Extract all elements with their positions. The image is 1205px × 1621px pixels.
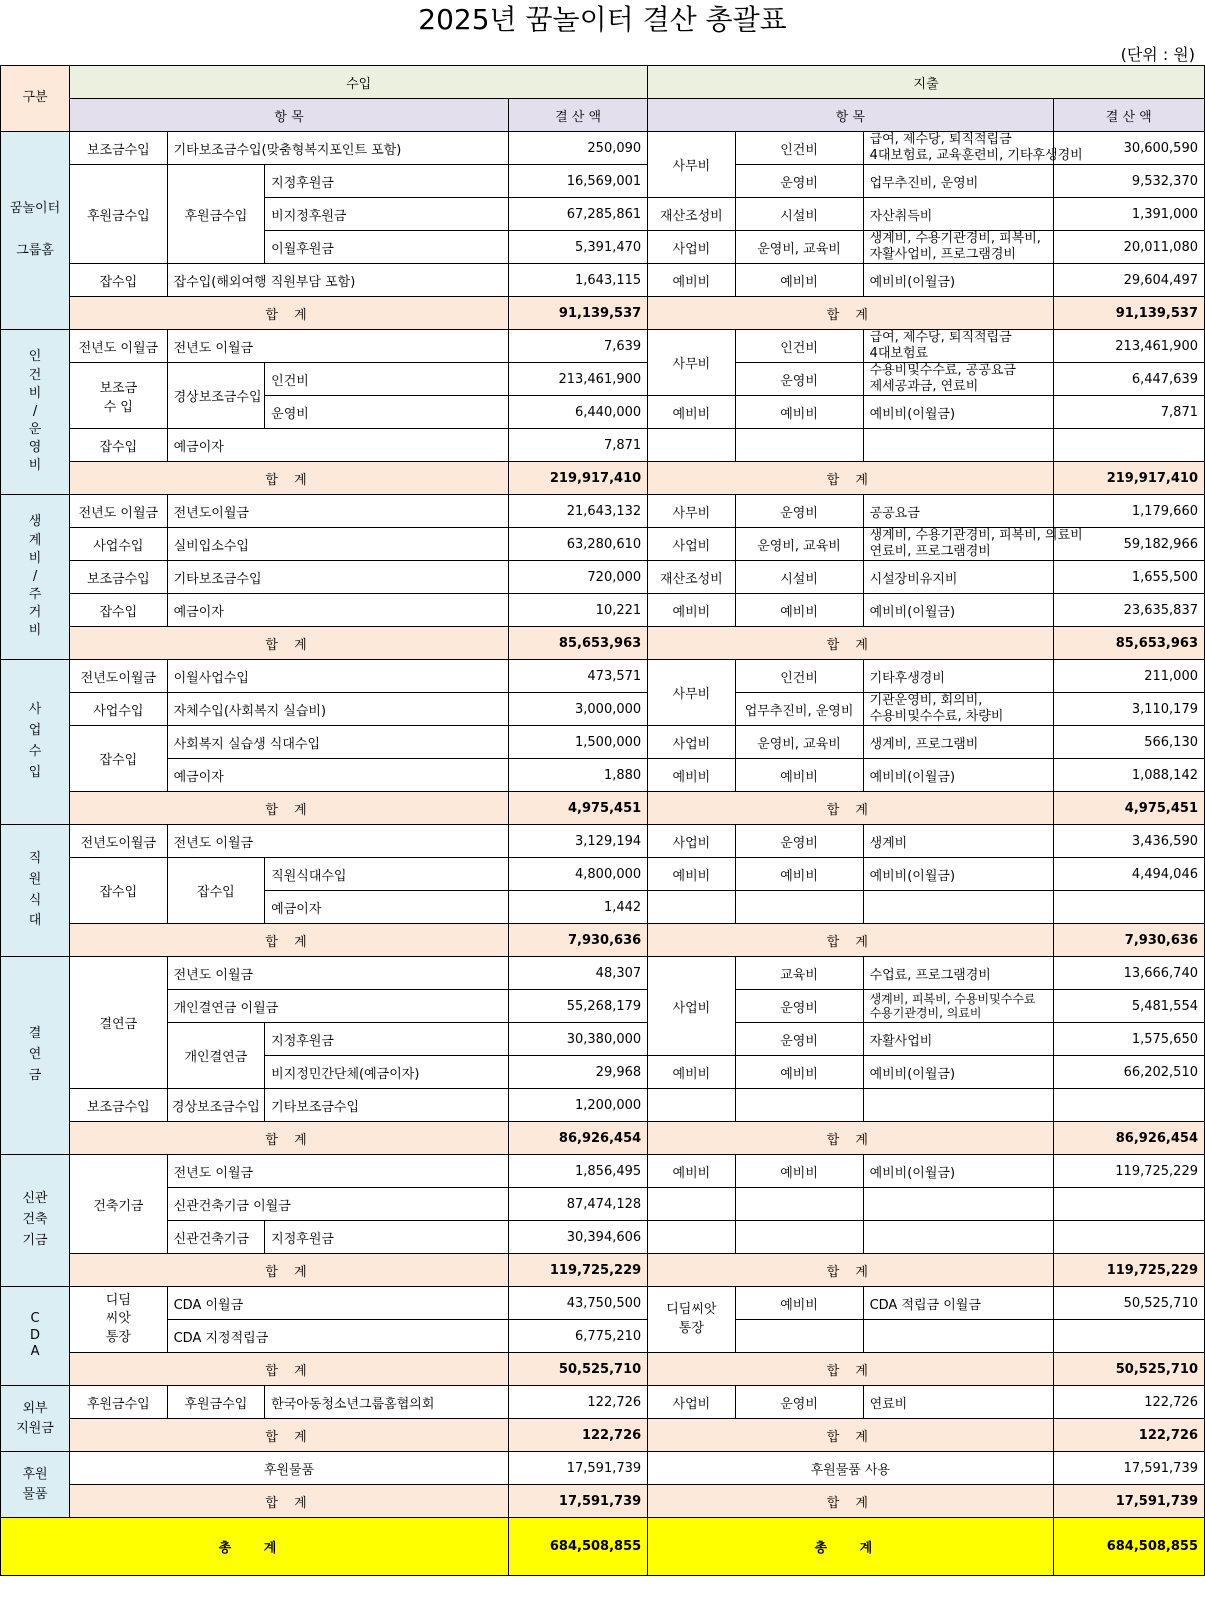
empty-cell bbox=[735, 1221, 863, 1254]
income-sum: 122,726 bbox=[508, 1419, 647, 1452]
expense-subcategory: 운영비 bbox=[735, 363, 863, 396]
expense-subcategory: 예비비 bbox=[735, 1287, 863, 1320]
income-item: CDA 지정적립금 bbox=[167, 1320, 508, 1353]
income-amount: 1,442 bbox=[508, 891, 647, 924]
expense-subcategory: 예비비 bbox=[735, 264, 863, 297]
income-sum-label: 합 계 bbox=[70, 1353, 509, 1386]
income-item: 비지정후원금 bbox=[265, 198, 509, 231]
expense-category: 사무비 bbox=[648, 660, 735, 726]
expense-amount: 5,481,554 bbox=[1053, 990, 1204, 1023]
income-amount: 122,726 bbox=[508, 1386, 647, 1419]
expense-subcategory: 운영비 bbox=[735, 165, 863, 198]
income-subcategory: 경상보조금수입 bbox=[167, 1089, 265, 1122]
group-label: 직 원 식 대 bbox=[1, 825, 70, 957]
income-amount: 6,440,000 bbox=[508, 396, 647, 429]
income-subcategory: 개인결연금 bbox=[167, 1023, 265, 1089]
empty-cell bbox=[648, 1188, 735, 1221]
expense-sum: 4,975,451 bbox=[1053, 792, 1204, 825]
expense-sum-label: 합 계 bbox=[648, 1353, 1053, 1386]
expense-subcategory: 인건비 bbox=[735, 132, 863, 165]
grand-total-expense: 684,508,855 bbox=[1053, 1518, 1204, 1576]
income-category: 전년도 이월금 bbox=[70, 330, 168, 363]
income-subcategory: 경상보조금수입 bbox=[167, 363, 265, 429]
income-item: 운영비 bbox=[265, 396, 509, 429]
expense-sum-label: 합 계 bbox=[648, 1122, 1053, 1155]
empty-cell bbox=[1053, 1221, 1204, 1254]
income-sum: 85,653,963 bbox=[508, 627, 647, 660]
income-item: 예금이자 bbox=[265, 891, 509, 924]
expense-subcategory: 운영비 bbox=[735, 1023, 863, 1056]
income-sum: 50,525,710 bbox=[508, 1353, 647, 1386]
income-item: 예금이자 bbox=[167, 759, 508, 792]
income-amount: 1,643,115 bbox=[508, 264, 647, 297]
empty-cell bbox=[1053, 1188, 1204, 1221]
expense-sum: 17,591,739 bbox=[1053, 1485, 1204, 1518]
expense-category: 예비비 bbox=[648, 1056, 735, 1089]
expense-category: 예비비 bbox=[648, 858, 735, 891]
empty-cell bbox=[648, 429, 735, 462]
income-sum-label: 합 계 bbox=[70, 1485, 509, 1518]
expense-subcategory: 업무추진비, 운영비 bbox=[735, 693, 863, 726]
income-item: 기타보조금수입(맞춤형복지포인트 포함) bbox=[167, 132, 508, 165]
expense-amount: 213,461,900 bbox=[1053, 330, 1204, 363]
income-category: 잡수입 bbox=[70, 429, 168, 462]
income-item: 직원식대수입 bbox=[265, 858, 509, 891]
income-sum: 17,591,739 bbox=[508, 1485, 647, 1518]
expense-detail: 연료비 bbox=[863, 1386, 1053, 1419]
expense-sum-label: 합 계 bbox=[648, 924, 1053, 957]
expense-subcategory: 예비비 bbox=[735, 396, 863, 429]
empty-cell bbox=[863, 891, 1053, 924]
expense-subcategory: 예비비 bbox=[735, 594, 863, 627]
income-item: 전년도이월금 bbox=[167, 495, 508, 528]
expense-category: 예비비 bbox=[648, 759, 735, 792]
expense-category: 사무비 bbox=[648, 495, 735, 528]
expense-subcategory: 예비비 bbox=[735, 1155, 863, 1188]
expense-detail: 생계비, 수용기관경비, 피복비, 자활사업비, 프로그램경비 bbox=[863, 231, 1053, 264]
income-amount: 250,090 bbox=[508, 132, 647, 165]
empty-cell bbox=[863, 1320, 1053, 1353]
empty-cell bbox=[735, 429, 863, 462]
income-amount: 16,569,001 bbox=[508, 165, 647, 198]
expense-subcategory: 예비비 bbox=[735, 1056, 863, 1089]
income-amount: 6,775,210 bbox=[508, 1320, 647, 1353]
expense-category: 사업비 bbox=[648, 726, 735, 759]
income-item-header: 항 목 bbox=[70, 99, 509, 132]
income-amount: 1,856,495 bbox=[508, 1155, 647, 1188]
expense-item: 후원물품 사용 bbox=[648, 1452, 1053, 1485]
expense-detail: 예비비(이월금) bbox=[863, 396, 1053, 429]
income-item: 잡수입(해외여행 직원부담 포함) bbox=[167, 264, 508, 297]
expense-amount: 20,011,080 bbox=[1053, 231, 1204, 264]
empty-cell bbox=[648, 891, 735, 924]
income-category: 잡수입 bbox=[70, 858, 168, 924]
income-category: 사업수입 bbox=[70, 528, 168, 561]
empty-cell bbox=[1053, 1089, 1204, 1122]
expense-subcategory: 운영비, 교육비 bbox=[735, 231, 863, 264]
expense-subcategory: 운영비 bbox=[735, 825, 863, 858]
expense-sum-label: 합 계 bbox=[648, 1419, 1053, 1452]
expense-detail: 예비비(이월금) bbox=[863, 264, 1053, 297]
expense-amount: 566,130 bbox=[1053, 726, 1204, 759]
expense-category: 사무비 bbox=[648, 330, 735, 396]
income-item: 후원물품 bbox=[70, 1452, 509, 1485]
empty-cell bbox=[1053, 891, 1204, 924]
expense-detail: 예비비(이월금) bbox=[863, 594, 1053, 627]
group-label: 외부 지원금 bbox=[1, 1386, 70, 1452]
empty-cell bbox=[735, 1320, 863, 1353]
income-amount: 213,461,900 bbox=[508, 363, 647, 396]
expense-category: 예비비 bbox=[648, 264, 735, 297]
income-category: 보조금수입 bbox=[70, 561, 168, 594]
expense-category: 사업비 bbox=[648, 825, 735, 858]
expense-amount: 1,391,000 bbox=[1053, 198, 1204, 231]
expense-amount: 3,436,590 bbox=[1053, 825, 1204, 858]
expense-amount: 1,655,500 bbox=[1053, 561, 1204, 594]
income-amount: 5,391,470 bbox=[508, 231, 647, 264]
group-label: 후원 물품 bbox=[1, 1452, 70, 1518]
income-amount: 4,800,000 bbox=[508, 858, 647, 891]
income-amount: 10,221 bbox=[508, 594, 647, 627]
income-amount: 48,307 bbox=[508, 957, 647, 990]
expense-detail: 생계비, 수용기관경비, 피복비, 의료비 연료비, 프로그램경비 bbox=[863, 528, 1053, 561]
income-item: 예금이자 bbox=[167, 594, 508, 627]
income-sum: 7,930,636 bbox=[508, 924, 647, 957]
income-item: 전년도 이월금 bbox=[167, 957, 508, 990]
income-sum: 119,725,229 bbox=[508, 1254, 647, 1287]
expense-detail: 예비비(이월금) bbox=[863, 858, 1053, 891]
expense-category: 재산조성비 bbox=[648, 198, 735, 231]
income-amount: 43,750,500 bbox=[508, 1287, 647, 1320]
settlement-table bbox=[0, 65, 1205, 1576]
expense-detail: 생계비 bbox=[863, 825, 1053, 858]
expense-detail: 급여, 제수당, 퇴직적립금 4대보험료 bbox=[863, 330, 1053, 363]
empty-cell bbox=[735, 891, 863, 924]
income-amount: 17,591,739 bbox=[508, 1452, 647, 1485]
expense-detail: 기관운영비, 회의비, 수용비및수수료, 차량비 bbox=[863, 693, 1053, 726]
expense-detail: 생계비, 피복비, 수용비및수수료 수용기관경비, 의료비 bbox=[863, 990, 1053, 1023]
expense-sum-label: 합 계 bbox=[648, 627, 1053, 660]
income-item: 사회복지 실습생 식대수입 bbox=[167, 726, 508, 759]
expense-sum: 91,139,537 bbox=[1053, 297, 1204, 330]
income-amount: 87,474,128 bbox=[508, 1188, 647, 1221]
expense-category: 사업비 bbox=[648, 1386, 735, 1419]
income-item: 이월사업수입 bbox=[167, 660, 508, 693]
expense-subcategory: 예비비 bbox=[735, 858, 863, 891]
income-category: 보조금수입 bbox=[70, 132, 168, 165]
expense-category: 재산조성비 bbox=[648, 561, 735, 594]
expense-subcategory: 시설비 bbox=[735, 198, 863, 231]
income-category: 디딤 씨앗 통장 bbox=[70, 1287, 168, 1353]
expense-sum: 86,926,454 bbox=[1053, 1122, 1204, 1155]
income-category: 보조금 수 입 bbox=[70, 363, 168, 429]
expense-sum: 85,653,963 bbox=[1053, 627, 1204, 660]
income-subcategory: 신관건축기금 bbox=[167, 1221, 265, 1254]
income-sum-label: 합 계 bbox=[70, 1419, 509, 1452]
income-amount: 29,968 bbox=[508, 1056, 647, 1089]
income-category: 잡수입 bbox=[70, 726, 168, 792]
income-amount: 3,000,000 bbox=[508, 693, 647, 726]
expense-amount: 6,447,639 bbox=[1053, 363, 1204, 396]
empty-cell bbox=[1053, 429, 1204, 462]
expense-subcategory: 예비비 bbox=[735, 759, 863, 792]
income-amount: 1,200,000 bbox=[508, 1089, 647, 1122]
expense-amount: 9,532,370 bbox=[1053, 165, 1204, 198]
expense-amount-header: 결 산 액 bbox=[1053, 99, 1204, 132]
expense-amount: 1,179,660 bbox=[1053, 495, 1204, 528]
unit-label: (단위 : 원) bbox=[1120, 45, 1195, 64]
empty-cell bbox=[1053, 1320, 1204, 1353]
income-amount: 473,571 bbox=[508, 660, 647, 693]
expense-sum-label: 합 계 bbox=[648, 1254, 1053, 1287]
income-amount: 720,000 bbox=[508, 561, 647, 594]
expense-amount: 4,494,046 bbox=[1053, 858, 1204, 891]
income-item: 한국아동청소년그룹홈협의회 bbox=[265, 1386, 509, 1419]
income-category: 잡수입 bbox=[70, 264, 168, 297]
expense-sum-label: 합 계 bbox=[648, 792, 1053, 825]
income-subcategory: 후원금수입 bbox=[167, 165, 265, 264]
expense-amount: 59,182,966 bbox=[1053, 528, 1204, 561]
expense-amount: 50,525,710 bbox=[1053, 1287, 1204, 1320]
expense-detail: 생계비, 프로그램비 bbox=[863, 726, 1053, 759]
income-sum: 219,917,410 bbox=[508, 462, 647, 495]
income-item: 지정후원금 bbox=[265, 165, 509, 198]
expense-detail: 시설장비유지비 bbox=[863, 561, 1053, 594]
income-category: 후원금수입 bbox=[70, 1386, 168, 1419]
group-label: 인 건 비 / 운 영 비 bbox=[1, 330, 70, 495]
income-item: 전년도 이월금 bbox=[167, 1155, 508, 1188]
income-item: 예금이자 bbox=[167, 429, 508, 462]
group-label: 신관 건축 기금 bbox=[1, 1155, 70, 1287]
income-amount: 63,280,610 bbox=[508, 528, 647, 561]
expense-subcategory: 운영비 bbox=[735, 495, 863, 528]
expense-sum: 7,930,636 bbox=[1053, 924, 1204, 957]
income-subcategory: 후원금수입 bbox=[167, 1386, 265, 1419]
income-item: 이월후원금 bbox=[265, 231, 509, 264]
income-item: 기타보조금수입 bbox=[265, 1089, 509, 1122]
income-category: 사업수입 bbox=[70, 693, 168, 726]
income-amount: 1,500,000 bbox=[508, 726, 647, 759]
expense-amount: 30,600,590 bbox=[1053, 132, 1204, 165]
income-item: 지정후원금 bbox=[265, 1221, 509, 1254]
expense-detail: 수용비및수수료, 공공요금 제세공과금, 연료비 bbox=[863, 363, 1053, 396]
expense-amount: 122,726 bbox=[1053, 1386, 1204, 1419]
expense-category: 디딤씨앗 통장 bbox=[648, 1287, 735, 1353]
income-item: 개인결연금 이월금 bbox=[167, 990, 508, 1023]
expense-detail: 급여, 제수당, 퇴직적립금 4대보험료, 교육훈련비, 기타후생경비 bbox=[863, 132, 1053, 165]
income-sum-label: 합 계 bbox=[70, 1122, 509, 1155]
expense-detail: 자활사업비 bbox=[863, 1023, 1053, 1056]
expense-amount: 7,871 bbox=[1053, 396, 1204, 429]
income-amount: 7,639 bbox=[508, 330, 647, 363]
expense-category: 사업비 bbox=[648, 528, 735, 561]
expense-sum-label: 합 계 bbox=[648, 462, 1053, 495]
empty-cell bbox=[648, 1089, 735, 1122]
income-item: 자체수입(사회복지 실습비) bbox=[167, 693, 508, 726]
group-label: 생 계 비 / 주 거 비 bbox=[1, 495, 70, 660]
income-amount: 1,880 bbox=[508, 759, 647, 792]
income-category: 전년도이월금 bbox=[70, 825, 168, 858]
empty-cell bbox=[863, 429, 1053, 462]
grand-total-expense-label: 총 계 bbox=[648, 1518, 1053, 1576]
expense-subcategory: 운영비 bbox=[735, 1386, 863, 1419]
grand-total-income: 684,508,855 bbox=[508, 1518, 647, 1576]
income-sum-label: 합 계 bbox=[70, 1254, 509, 1287]
income-item: 지정후원금 bbox=[265, 1023, 509, 1056]
income-sum: 4,975,451 bbox=[508, 792, 647, 825]
expense-subcategory: 인건비 bbox=[735, 660, 863, 693]
income-item: CDA 이월금 bbox=[167, 1287, 508, 1320]
expense-category: 사업비 bbox=[648, 231, 735, 264]
income-category: 보조금수입 bbox=[70, 1089, 168, 1122]
income-sum-label: 합 계 bbox=[70, 792, 509, 825]
income-item: 인건비 bbox=[265, 363, 509, 396]
income-category: 후원금수입 bbox=[70, 165, 168, 264]
expense-category: 사업비 bbox=[648, 957, 735, 1056]
expense-detail: 예비비(이월금) bbox=[863, 1155, 1053, 1188]
expense-detail: 업무추진비, 운영비 bbox=[863, 165, 1053, 198]
empty-cell bbox=[648, 1221, 735, 1254]
empty-cell bbox=[863, 1188, 1053, 1221]
income-item: 전년도 이월금 bbox=[167, 330, 508, 363]
group-label: 꿈놀이터 그룹홈 bbox=[1, 132, 70, 330]
income-sum: 91,139,537 bbox=[508, 297, 647, 330]
expense-amount: 23,635,837 bbox=[1053, 594, 1204, 627]
income-item: 기타보조금수입 bbox=[167, 561, 508, 594]
expense-sum: 219,917,410 bbox=[1053, 462, 1204, 495]
expense-detail: 예비비(이월금) bbox=[863, 1056, 1053, 1089]
income-category: 건축기금 bbox=[70, 1155, 168, 1254]
empty-cell bbox=[863, 1221, 1053, 1254]
expense-sum-label: 합 계 bbox=[648, 297, 1053, 330]
expense-subcategory: 인건비 bbox=[735, 330, 863, 363]
expense-detail: 공공요금 bbox=[863, 495, 1053, 528]
expense-subcategory: 교육비 bbox=[735, 957, 863, 990]
income-sum-label: 합 계 bbox=[70, 462, 509, 495]
empty-cell bbox=[735, 1188, 863, 1221]
col-header-category: 구분 bbox=[1, 66, 70, 132]
expense-amount: 29,604,497 bbox=[1053, 264, 1204, 297]
expense-amount: 13,666,740 bbox=[1053, 957, 1204, 990]
income-sum-label: 합 계 bbox=[70, 924, 509, 957]
income-amount: 55,268,179 bbox=[508, 990, 647, 1023]
income-amount: 67,285,861 bbox=[508, 198, 647, 231]
income-category: 전년도 이월금 bbox=[70, 495, 168, 528]
expense-item-header: 항 목 bbox=[648, 99, 1053, 132]
expense-amount: 66,202,510 bbox=[1053, 1056, 1204, 1089]
empty-cell bbox=[735, 1089, 863, 1122]
expense-category: 예비비 bbox=[648, 1155, 735, 1188]
income-amount: 3,129,194 bbox=[508, 825, 647, 858]
income-amount: 30,380,000 bbox=[508, 1023, 647, 1056]
expense-detail: 기타후생경비 bbox=[863, 660, 1053, 693]
income-item: 신관건축기금 이월금 bbox=[167, 1188, 508, 1221]
empty-cell bbox=[863, 1089, 1053, 1122]
expense-sum-label: 합 계 bbox=[648, 1485, 1053, 1518]
income-amount: 30,394,606 bbox=[508, 1221, 647, 1254]
income-item: 실비입소수입 bbox=[167, 528, 508, 561]
grand-total-income-label: 총 계 bbox=[1, 1518, 509, 1576]
income-sum-label: 합 계 bbox=[70, 297, 509, 330]
expense-sum: 122,726 bbox=[1053, 1419, 1204, 1452]
group-label: C D A bbox=[1, 1287, 70, 1386]
expense-detail: 수업료, 프로그램경비 bbox=[863, 957, 1053, 990]
expense-amount: 17,591,739 bbox=[1053, 1452, 1204, 1485]
col-header-income: 수입 bbox=[70, 66, 648, 99]
income-sum-label: 합 계 bbox=[70, 627, 509, 660]
expense-category: 사무비 bbox=[648, 132, 735, 198]
expense-amount: 119,725,229 bbox=[1053, 1155, 1204, 1188]
col-header-expense: 지출 bbox=[648, 66, 1205, 99]
expense-sum: 119,725,229 bbox=[1053, 1254, 1204, 1287]
expense-detail: CDA 적립금 이월금 bbox=[863, 1287, 1053, 1320]
expense-subcategory: 운영비, 교육비 bbox=[735, 528, 863, 561]
group-label: 사 업 수 입 bbox=[1, 660, 70, 825]
expense-amount: 1,575,650 bbox=[1053, 1023, 1204, 1056]
income-amount: 21,643,132 bbox=[508, 495, 647, 528]
income-item: 전년도 이월금 bbox=[167, 825, 508, 858]
income-sum: 86,926,454 bbox=[508, 1122, 647, 1155]
group-label: 결 연 금 bbox=[1, 957, 70, 1155]
income-category: 잡수입 bbox=[70, 594, 168, 627]
expense-amount: 3,110,179 bbox=[1053, 693, 1204, 726]
expense-category: 예비비 bbox=[648, 594, 735, 627]
income-item: 비지정민간단체(예금이자) bbox=[265, 1056, 509, 1089]
page-title: 2025년 꿈놀이터 결산 총괄표 bbox=[418, 3, 787, 36]
expense-category: 예비비 bbox=[648, 396, 735, 429]
income-amount: 7,871 bbox=[508, 429, 647, 462]
income-category: 결연금 bbox=[70, 957, 168, 1089]
expense-amount: 211,000 bbox=[1053, 660, 1204, 693]
expense-subcategory: 운영비 bbox=[735, 990, 863, 1023]
expense-detail: 예비비(이월금) bbox=[863, 759, 1053, 792]
expense-sum: 50,525,710 bbox=[1053, 1353, 1204, 1386]
income-category: 전년도이월금 bbox=[70, 660, 168, 693]
expense-subcategory: 운영비, 교육비 bbox=[735, 726, 863, 759]
expense-detail: 자산취득비 bbox=[863, 198, 1053, 231]
expense-amount: 1,088,142 bbox=[1053, 759, 1204, 792]
income-amount-header: 결 산 액 bbox=[508, 99, 647, 132]
expense-subcategory: 시설비 bbox=[735, 561, 863, 594]
income-subcategory: 잡수입 bbox=[167, 858, 265, 924]
